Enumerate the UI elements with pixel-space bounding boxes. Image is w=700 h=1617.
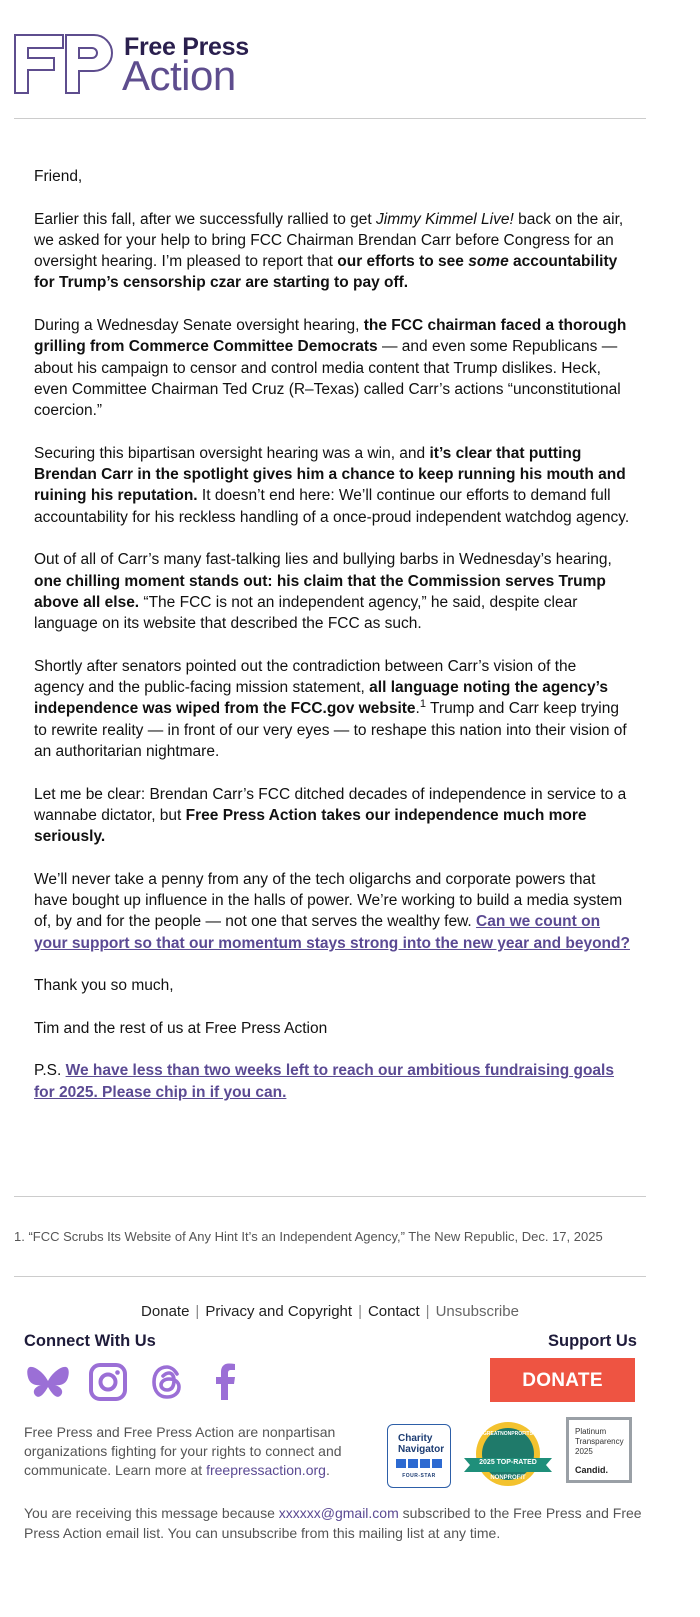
- subscriber-email: xxxxxx@gmail.com: [278, 1505, 399, 1521]
- about-body: Free Press and Free Press Action are nonpartisan organizations fighting for your rights to connect and communicate. Learn more at: [24, 1424, 342, 1478]
- footer-divider: [14, 1276, 646, 1277]
- p2-bold: the FCC chairman faced a thorough grilling from Commerce Committee Democrats: [34, 317, 627, 356]
- star-icon: [408, 1459, 418, 1468]
- separator: |: [425, 1303, 430, 1320]
- paragraph-4: [34, 549, 630, 634]
- p4-text-a: Out of all of Carr’s many fast-talking lies and bullying barbs in Wednesday’s hearing,: [34, 551, 612, 569]
- p1-bold-b: accountability for Trump’s censorship czar are starting to pay off.: [34, 253, 618, 292]
- p5-dot: .: [415, 700, 420, 718]
- footnote-ref[interactable]: 1: [419, 698, 426, 711]
- star-icon: [432, 1459, 442, 1468]
- thanks: Thank you so much,: [34, 977, 174, 995]
- letter-body: [34, 166, 630, 1124]
- p2-text-a: During a Wednesday Senate oversight hearing,: [34, 317, 364, 335]
- unsubscribe-link[interactable]: Unsubscribe: [435, 1303, 519, 1320]
- ps-chip-in-link[interactable]: We have less than two weeks left to reach our ambitious fundraising goals for 2025. Please chip in if you can.: [34, 1062, 614, 1101]
- facebook-icon[interactable]: [204, 1360, 248, 1404]
- cn-line2: Navigator: [398, 1444, 445, 1455]
- p1-italic: Jimmy Kimmel Live!: [376, 210, 514, 228]
- gnp-top: GREATNONPROFITS: [483, 1431, 533, 1437]
- logo-line1: Free Press: [124, 33, 249, 61]
- p6-bold: Free Press Action takes our independence much more seriously.: [34, 806, 587, 846]
- instagram-icon[interactable]: [86, 1360, 130, 1404]
- about-text: [24, 1423, 374, 1480]
- website-link[interactable]: freepressaction.org: [206, 1462, 326, 1478]
- threads-icon[interactable]: [146, 1360, 190, 1404]
- separator: |: [358, 1303, 362, 1320]
- about-end: .: [325, 1462, 330, 1478]
- contact-link[interactable]: Contact: [367, 1303, 420, 1320]
- fp-logo-icon: [14, 34, 114, 94]
- great-nonprofits-badge[interactable]: [462, 1420, 554, 1488]
- signoff: Tim and the rest of us at Free Press Action: [34, 1019, 328, 1037]
- p6-text-a: Let me be clear: Brendan Carr’s FCC ditched decades of independence in service to a wannabe dictator, but: [34, 785, 627, 824]
- top-divider: [14, 118, 646, 119]
- p1-text-b: back on the air, we asked for your help to bring FCC Chairman Brendan Carr before Congress for an oversight hearing. I’m pleased to report that: [34, 210, 624, 271]
- p1-text-a: Earlier this fall, after we successfully rallied to get: [34, 210, 376, 228]
- p3-text-b: It doesn’t end here: We’ll continue our efforts to demand full accountability for his reckless handling of a once-proud independent watchdog agency.: [34, 487, 630, 526]
- paragraph-3: [34, 443, 630, 528]
- cn-rating: FOUR-STAR: [402, 1473, 436, 1479]
- star-icon: [396, 1459, 406, 1468]
- footnote-divider: [14, 1196, 646, 1197]
- notice-text-b: subscribed to the Free Press and Free Press Action email list. You can unsubscribe from this mailing list at any time.: [24, 1505, 642, 1541]
- separator: |: [195, 1303, 200, 1320]
- charity-navigator-badge[interactable]: [387, 1424, 451, 1488]
- subscription-notice: [24, 1503, 654, 1543]
- notice-text-a: You are receiving this message because: [24, 1505, 279, 1521]
- privacy-link[interactable]: Privacy and Copyright: [205, 1303, 353, 1320]
- footer-links: [0, 1303, 660, 1320]
- candid-brand: Candid.: [575, 1465, 608, 1475]
- gnp-bottom: NONPROFIT: [490, 1475, 526, 1481]
- donate-button[interactable]: DONATE: [490, 1358, 635, 1402]
- footnote: 1. “FCC Scrubs Its Website of Any Hint It’s an Independent Agency,” The New Republic, Dec. 17, 2025: [14, 1229, 603, 1244]
- p3-bold: it’s clear that putting Brendan Carr in the spotlight gives him a chance to keep running his mouth and ruining his reputation.: [34, 444, 626, 505]
- free-press-action-logo[interactable]: [14, 34, 274, 98]
- p3-text-a: Securing this bipartisan oversight hearing was a win, and: [34, 444, 430, 462]
- support-link[interactable]: Can we count on your support so that our momentum stays strong into the new year and beyond?: [34, 913, 630, 952]
- footer-donate-link[interactable]: Donate: [141, 1303, 190, 1320]
- logo-line2: Action: [122, 52, 236, 99]
- p5-bold: all language noting the agency’s independence was wiped from the FCC.gov website: [34, 679, 609, 718]
- paragraph-2: [34, 315, 630, 421]
- paragraph-7: [34, 869, 630, 954]
- candid-line1: Platinum: [575, 1427, 607, 1436]
- p5-text-b: Trump and Carr keep trying to rewrite reality — in front of our very eyes — to reshape this nation into their vision of an authoritarian nightmare.: [34, 700, 627, 761]
- candid-platinum-badge[interactable]: [566, 1417, 632, 1483]
- connect-heading: Connect With Us: [24, 1332, 156, 1350]
- paragraph-5: [34, 656, 630, 762]
- bluesky-icon[interactable]: [26, 1360, 70, 1404]
- ps-label: P.S.: [34, 1062, 66, 1080]
- postscript: [34, 1060, 630, 1103]
- star-icon: [420, 1459, 430, 1468]
- paragraph-1: [34, 209, 630, 294]
- candid-year: 2025: [575, 1447, 593, 1456]
- p4-text-b: “The FCC is not an independent agency,” he said, despite clear language on its website that described the FCC as such.: [34, 593, 578, 633]
- p4-bold: one chilling moment stands out: his claim that the Commission serves Trump above all else.: [34, 572, 606, 611]
- greeting: Friend,: [34, 168, 83, 185]
- p1-bold-a: our efforts to see: [337, 253, 469, 271]
- cn-line1: Charity: [398, 1433, 433, 1444]
- p1-bold-italic: some: [468, 253, 509, 271]
- p7-text-a: We’ll never take a penny from any of the tech oligarchs and corporate powers that have bought up influence in the halls of power. We’re working to build a media system of, by and for the people — not one that serves the wealthy few.: [34, 870, 623, 931]
- p2-text-b: — and even some Republicans — about his campaign to censor and control media content that Trump dislikes. Heck, even Committee Chairman Ted Cruz (R–Texas) called Carr’s actions “unconstitutional coercion.”: [34, 338, 621, 420]
- support-heading: Support Us: [548, 1332, 637, 1350]
- p5-text-a: Shortly after senators pointed out the contradiction between Carr’s vision of the agency and the public-facing mission statement,: [34, 657, 577, 697]
- candid-line2: Transparency: [575, 1437, 624, 1446]
- cn-stars: [396, 1459, 442, 1468]
- paragraph-6: [34, 784, 630, 848]
- gnp-ribbon: 2025 TOP-RATED: [479, 1459, 537, 1466]
